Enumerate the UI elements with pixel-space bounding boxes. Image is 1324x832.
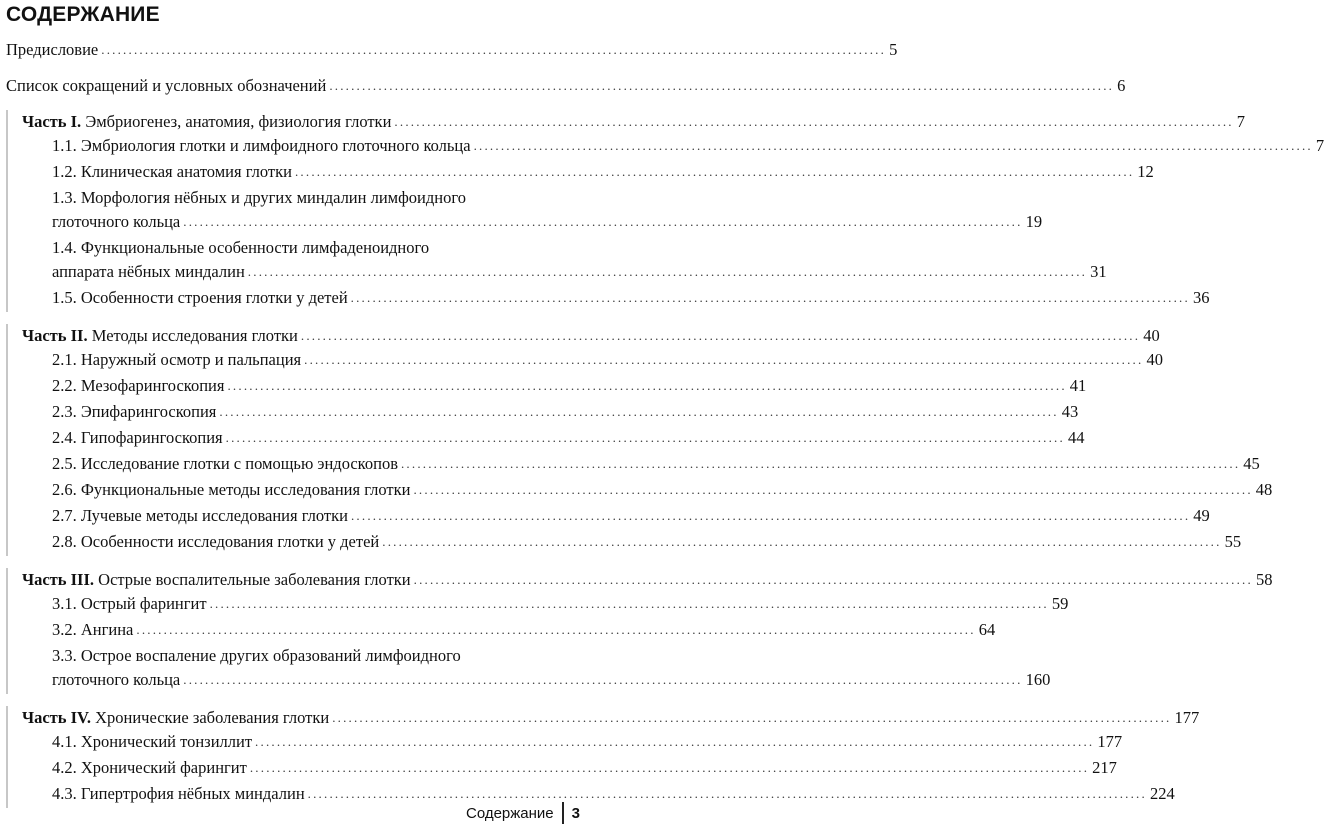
toc-entry-text: 3.1. Острый фарингит [52, 594, 207, 613]
toc-part-block [6, 568, 1273, 694]
leader-dots: .......................................................................................................................................................... [350, 290, 1190, 305]
leader-dots: .......................................................................................................................................................... [249, 760, 1090, 775]
toc-part-block [6, 706, 1200, 808]
toc-page-number: 40 [1143, 326, 1160, 345]
leader-dots: .......................................................................................................................................................... [183, 672, 1023, 687]
toc-part-label: Часть IV. [22, 708, 91, 727]
toc-entry-text: 3.2. Ангина [52, 620, 134, 639]
toc-page-number: 12 [1137, 162, 1154, 181]
toc-entry-text: 1.2. Клиническая анатомия глотки [52, 162, 292, 181]
leader-dots: .......................................................................................................................................................... [307, 786, 1147, 801]
toc-entry[interactable] [8, 426, 1085, 450]
toc-entry-text: 2.8. Особенности исследования глотки у детей [52, 532, 380, 551]
toc-entry[interactable] [8, 260, 1107, 284]
leader-dots: .......................................................................................................................................................... [294, 164, 1135, 179]
toc-entry[interactable] [8, 730, 1123, 754]
toc-entry-preface[interactable] [0, 38, 898, 62]
toc-page-number: 5 [889, 40, 898, 59]
toc-entry-line: 3.3. Острое воспаление других образований лимфоидного [52, 646, 461, 665]
toc-page-number: 224 [1149, 784, 1175, 803]
toc-entry[interactable] [8, 478, 1273, 502]
toc-page-number: 43 [1061, 402, 1079, 421]
toc-entry[interactable] [8, 286, 1210, 310]
toc-entry-text: 4.2. Хронический фарингит [52, 758, 247, 777]
toc-entry[interactable] [8, 530, 1242, 554]
toc-page-number: 6 [1117, 76, 1126, 95]
footer-divider [562, 802, 564, 824]
toc-part-text: Острые воспалительные заболевания глотки [94, 570, 411, 589]
footer-label: Содержание [465, 804, 554, 822]
toc-entry[interactable] [8, 134, 1324, 158]
toc-part-heading[interactable] [8, 110, 1245, 134]
toc-page-number: 7 [1236, 112, 1245, 131]
toc-page-number: 31 [1090, 262, 1107, 281]
toc-part-title [22, 324, 298, 348]
toc-page-number: 160 [1025, 670, 1051, 689]
toc-part-label: Часть II. [22, 326, 88, 345]
toc-part-title [22, 568, 411, 592]
toc-entry[interactable] [8, 668, 1051, 692]
toc-entry-text: 2.6. Функциональные методы исследования глотки [52, 480, 411, 499]
toc-entry-text: Список сокращений и условных обозначений [6, 76, 327, 95]
leader-dots: .......................................................................................................................................................... [382, 534, 1222, 549]
toc-page-number: 48 [1255, 480, 1273, 499]
page-footer [466, 802, 580, 824]
leader-dots: .......................................................................................................................................................... [136, 622, 976, 637]
toc-part-heading[interactable] [8, 706, 1200, 730]
toc-entry-text: 1.5. Особенности строения глотки у детей [52, 288, 348, 307]
leader-dots: ................................................................................................................................................ [101, 42, 887, 57]
leader-dots: .......................................................................................................................................................... [350, 508, 1191, 523]
toc-entry-text: Предисловие [6, 40, 99, 59]
toc-entry[interactable] [8, 210, 1043, 234]
leader-dots: .......................................................................................................................................................... [394, 114, 1234, 129]
toc-entry[interactable] [8, 618, 996, 642]
toc-page-number: 41 [1069, 376, 1087, 395]
spacer [0, 312, 588, 324]
table-of-contents [0, 32, 1324, 820]
leader-dots: .......................................................................................................................................................... [219, 404, 1059, 419]
toc-page-number: 49 [1193, 506, 1210, 525]
toc-entry-text: глоточного кольца [52, 212, 181, 231]
leader-dots: ................................................................................................................................................ [329, 78, 1115, 93]
toc-parts [0, 110, 1324, 820]
toc-entry-text: 2.7. Лучевые методы исследования глотки [52, 506, 348, 525]
toc-entry-text: 4.3. Гипертрофия нёбных миндалин [52, 784, 305, 803]
toc-entry-line: 1.3. Морфология нёбных и других миндалин лимфоидного [52, 188, 466, 207]
toc-page-number: 45 [1243, 454, 1260, 473]
toc-entry[interactable] [8, 348, 1163, 372]
toc-page-number: 59 [1051, 594, 1069, 613]
toc-part-label: Часть I. [22, 112, 82, 131]
toc-part-title [22, 706, 329, 730]
footer-page-number: 3 [571, 804, 580, 822]
toc-page-number: 64 [978, 620, 996, 639]
toc-page-number: 44 [1067, 428, 1085, 447]
toc-part-text: Методы исследования глотки [87, 326, 298, 345]
spacer [0, 556, 588, 568]
leader-dots: .......................................................................................................................................................... [225, 430, 1065, 445]
toc-part-title [22, 110, 391, 134]
toc-part-heading[interactable] [8, 324, 1160, 348]
page-title: СОДЕРЖАНИЕ [6, 3, 160, 26]
leader-dots: .......................................................................................................................................................... [300, 328, 1141, 343]
toc-part-label: Часть III. [22, 570, 95, 589]
toc-entry-text: аппарата нёбных миндалин [52, 262, 245, 281]
toc-part-heading[interactable] [8, 568, 1273, 592]
leader-dots: .......................................................................................................................................................... [473, 138, 1313, 153]
toc-entry[interactable] [8, 160, 1154, 184]
leader-dots: .......................................................................................................................................................... [304, 352, 1144, 367]
toc-page-number: 217 [1092, 758, 1117, 777]
toc-entry[interactable] [8, 374, 1087, 398]
toc-page-number: 177 [1097, 732, 1123, 751]
toc-page-number: 40 [1146, 350, 1163, 369]
toc-entry-text: 1.1. Эмбриология глотки и лимфоидного глоточного кольца [52, 136, 471, 155]
toc-page-number: 177 [1174, 708, 1200, 727]
leader-dots: .......................................................................................................................................................... [332, 710, 1172, 725]
leader-dots: .......................................................................................................................................................... [227, 378, 1067, 393]
toc-entry-text: 4.1. Хронический тонзиллит [52, 732, 253, 751]
toc-entry-abbreviations[interactable] [0, 74, 1126, 98]
leader-dots: .......................................................................................................................................................... [413, 572, 1253, 587]
toc-entry-text: 2.1. Наружный осмотр и пальпация [52, 350, 302, 369]
toc-part-text: Хронические заболевания глотки [90, 708, 330, 727]
leader-dots: .......................................................................................................................................................... [209, 596, 1049, 611]
toc-entry[interactable] [8, 592, 1069, 616]
toc-entry-text: глоточного кольца [52, 670, 181, 689]
toc-entry[interactable] [8, 400, 1079, 424]
toc-part-text: Эмбриогенез, анатомия, физиология глотки [81, 112, 392, 131]
leader-dots: .......................................................................................................................................................... [183, 214, 1023, 229]
spacer [0, 694, 588, 706]
toc-entry-line: 1.4. Функциональные особенности лимфаденоидного [52, 238, 430, 257]
toc-entry-text: 2.3. Эпифарингоскопия [52, 402, 217, 421]
toc-part-block [6, 110, 1324, 312]
toc-page-number: 19 [1025, 212, 1043, 231]
toc-page-number: 55 [1224, 532, 1242, 551]
leader-dots: .......................................................................................................................................................... [255, 734, 1095, 749]
toc-page-number: 7 [1315, 136, 1324, 155]
toc-entry[interactable] [8, 504, 1210, 528]
leader-dots: .......................................................................................................................................................... [247, 264, 1088, 279]
toc-part-block [6, 324, 1273, 556]
leader-dots: .......................................................................................................................................................... [400, 456, 1241, 471]
toc-entry-text: 2.2. Мезофарингоскопия [52, 376, 225, 395]
toc-entry[interactable] [8, 452, 1260, 476]
toc-entry-text: 2.4. Гипофарингоскопия [52, 428, 223, 447]
toc-entry-text: 2.5. Исследование глотки с помощью эндоскопов [52, 454, 398, 473]
toc-page-number: 58 [1255, 570, 1273, 589]
toc-page-number: 36 [1192, 288, 1210, 307]
toc-entry[interactable] [8, 756, 1117, 780]
leader-dots: .......................................................................................................................................................... [413, 482, 1253, 497]
